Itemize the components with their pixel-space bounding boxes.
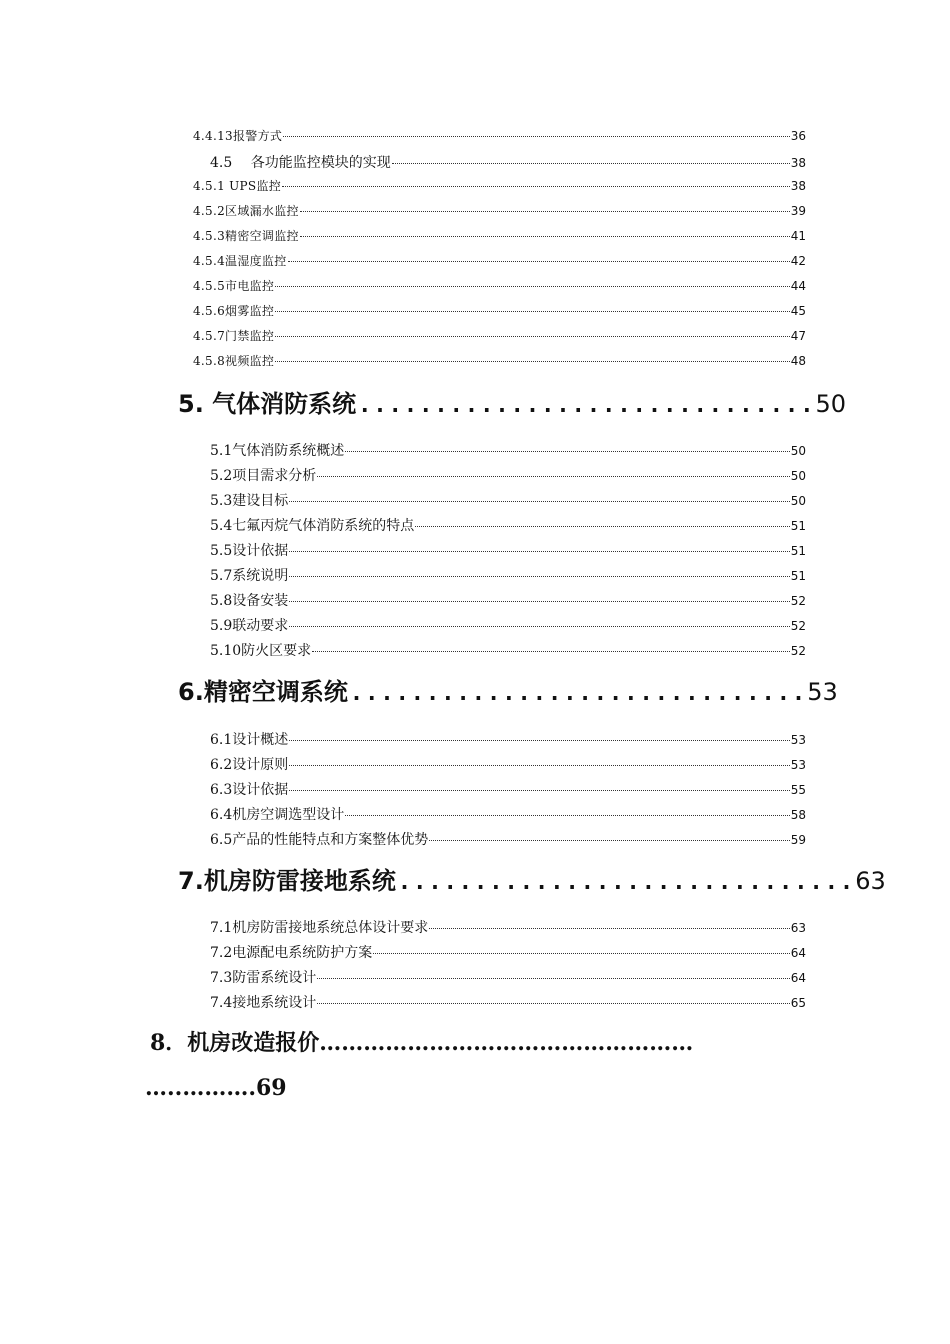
- toc-entry-label: 7.3防雷系统设计: [210, 970, 317, 986]
- toc-entry-4-5-3[interactable]: [193, 227, 806, 249]
- toc-section-7[interactable]: [178, 861, 886, 895]
- toc-entry-label: 4.5.6烟雾监控: [193, 304, 275, 318]
- dot-leader: [283, 136, 790, 137]
- toc-section-label: 6.精密空调系统: [178, 678, 348, 706]
- toc-section-page: 53: [807, 678, 838, 706]
- toc-entry-page: 47: [790, 329, 806, 343]
- toc-entry-page: 42: [790, 254, 806, 268]
- toc-entry-7-1[interactable]: [210, 917, 806, 939]
- toc-entry-label: 5.1气体消防系统概述: [210, 443, 345, 459]
- toc-entry-7-4[interactable]: [210, 992, 806, 1014]
- toc-entry-5-9[interactable]: [210, 615, 806, 637]
- toc-entry-6-4[interactable]: [210, 804, 806, 826]
- dot-leader: [289, 576, 789, 577]
- toc-entry-4-5-8[interactable]: [193, 352, 806, 374]
- toc-entry-label: 4.5.3精密空调监控: [193, 229, 299, 243]
- toc-entry-page: 48: [790, 354, 806, 368]
- dot-leader: [289, 551, 789, 552]
- toc-entry-label: 4.5.1 UPS监控: [193, 179, 282, 193]
- dot-leader: [289, 740, 789, 741]
- dot-leader: [415, 526, 789, 527]
- toc-entry-page: 51: [790, 544, 806, 558]
- toc-entry-label: 6.1设计概述: [210, 732, 289, 748]
- toc-entry-7-2[interactable]: [210, 942, 806, 964]
- toc-entry-page: 58: [790, 808, 806, 822]
- toc-entry-page: 41: [790, 229, 806, 243]
- toc-entry-page: 50: [790, 444, 806, 458]
- toc-entry-label: 4.5.8视频监控: [193, 354, 275, 368]
- dot-leader: [300, 211, 790, 212]
- dot-leader: ..............................: [358, 393, 816, 418]
- toc-entry-page: 65: [790, 996, 806, 1010]
- dot-leader: [289, 601, 789, 602]
- toc-entry-page: 50: [790, 469, 806, 483]
- toc-entry-5-1[interactable]: [210, 440, 806, 462]
- toc-entry-page: 38: [790, 179, 806, 193]
- toc-entry-page: 38: [790, 156, 806, 170]
- toc-entry-4-4-13[interactable]: [193, 127, 806, 149]
- dot-leader: [289, 790, 789, 791]
- toc-entry-label: 4.5.2区域漏水监控: [193, 204, 299, 218]
- dot-leader: [373, 953, 789, 954]
- toc-entry-page: 55: [790, 783, 806, 797]
- toc-entry-label: 4.5.5市电监控: [193, 279, 275, 293]
- toc-entry-5-5[interactable]: [210, 540, 806, 562]
- toc-entry-page: 51: [790, 569, 806, 583]
- dot-leader: [275, 311, 789, 312]
- toc-entry-5-10[interactable]: [210, 640, 806, 662]
- toc-entry-page: 52: [790, 594, 806, 608]
- dot-leader: [288, 261, 790, 262]
- toc-entry-5-7[interactable]: [210, 565, 806, 587]
- toc-entry-page: 36: [790, 129, 806, 143]
- toc-entry-label: 4.5.4温湿度监控: [193, 254, 287, 268]
- toc-entry-label: 5.7系统说明: [210, 568, 289, 584]
- dot-leader: [392, 163, 790, 164]
- toc-entry-6-3[interactable]: [210, 779, 806, 801]
- toc-entry-label: 5.5设计依据: [210, 543, 289, 559]
- toc-entry-6-2[interactable]: [210, 754, 806, 776]
- toc-section-6[interactable]: [178, 672, 838, 706]
- toc-entry-page: 39: [790, 204, 806, 218]
- toc-entry-label: 5.3建设目标: [210, 493, 289, 509]
- toc-entry-page: 53: [790, 733, 806, 747]
- dot-leader: ..............................: [349, 681, 808, 706]
- dot-leader: ..............................: [397, 870, 856, 895]
- toc-entry-page: 64: [790, 946, 806, 960]
- dot-leader: [429, 840, 789, 841]
- toc-entry-label: 7.2电源配电系统防护方案: [210, 945, 373, 961]
- toc-entry-5-2[interactable]: [210, 465, 806, 487]
- toc-entry-page: 53: [790, 758, 806, 772]
- dot-leader: [317, 476, 789, 477]
- toc-entry-label: 5.9联动要求: [210, 618, 289, 634]
- toc-entry-label: 5.10防火区要求: [210, 643, 312, 659]
- toc-entry-6-5[interactable]: [210, 829, 806, 851]
- toc-entry-label: 5.4七氟丙烷气体消防系统的特点: [210, 518, 415, 534]
- dot-leader: [275, 361, 789, 362]
- toc-entry-page: 52: [790, 619, 806, 633]
- toc-entry-6-1[interactable]: [210, 729, 806, 751]
- toc-entry-4-5-2[interactable]: [193, 202, 806, 224]
- toc-entry-label: 5.8设备安装: [210, 593, 289, 609]
- toc-entry-7-3[interactable]: [210, 967, 806, 989]
- dot-leader: [289, 626, 789, 627]
- dot-leader: [345, 451, 789, 452]
- dot-leader: [275, 336, 789, 337]
- toc-entry-page: 64: [790, 971, 806, 985]
- toc-entry-5-8[interactable]: [210, 590, 806, 612]
- toc-section-page: 63: [855, 867, 886, 895]
- toc-entry-4-5-5[interactable]: [193, 277, 806, 299]
- toc-entry-label: 6.3设计依据: [210, 782, 289, 798]
- toc-entry-label: 4.4.13报警方式: [193, 129, 283, 143]
- dot-leader: [275, 286, 789, 287]
- toc-entry-4-5-7[interactable]: [193, 327, 806, 349]
- toc-entry-page: 59: [790, 833, 806, 847]
- toc-entry-label: 5.2项目需求分析: [210, 468, 317, 484]
- dot-leader: [289, 501, 789, 502]
- toc-section-label: 7.机房防雷接地系统: [178, 867, 396, 895]
- dot-leader: [300, 236, 790, 237]
- dot-leader: [429, 928, 789, 929]
- toc-entry-label: 7.4接地系统设计: [210, 995, 317, 1011]
- toc-entry-label: 6.4机房空调选型设计: [210, 807, 345, 823]
- toc-entry-5-3[interactable]: [210, 490, 806, 512]
- toc-entry-4-5-4[interactable]: [193, 252, 806, 274]
- toc-section-label: 5. 气体消防系统: [178, 390, 357, 418]
- toc-entry-4-5-1[interactable]: [193, 177, 806, 199]
- toc-entry-4-5-6[interactable]: [193, 302, 806, 324]
- toc-entry-page: 52: [790, 644, 806, 658]
- toc-entry-5-4[interactable]: [210, 515, 806, 537]
- dot-leader: [317, 978, 789, 979]
- toc-entry-page: 63: [790, 921, 806, 935]
- toc-entry-page: 50: [790, 494, 806, 508]
- dot-leader: [317, 1003, 789, 1004]
- toc-section-page: 50: [815, 390, 847, 418]
- toc-entry-4-5[interactable]: [210, 152, 806, 174]
- toc-entry-label: 6.5产品的性能特点和方案整体优势: [210, 832, 429, 848]
- toc-entry-page: 44: [790, 279, 806, 293]
- toc-entry-label: 6.2设计原则: [210, 757, 289, 773]
- dot-leader: [282, 186, 790, 187]
- dot-leader: [345, 815, 789, 816]
- toc-entry-label: 4.5 各功能监控模块的实现: [210, 155, 391, 171]
- dot-leader: [289, 765, 789, 766]
- toc-section-5[interactable]: [178, 384, 847, 418]
- toc-section-8-line1[interactable]: 8．机房改造报价……………………………………………: [150, 1030, 694, 1056]
- toc-entry-label: 4.5.7门禁监控: [193, 329, 275, 343]
- dot-leader: [312, 651, 790, 652]
- toc-entry-label: 7.1机房防雷接地系统总体设计要求: [210, 920, 429, 936]
- toc-section-8-line2[interactable]: …..……….69: [145, 1075, 287, 1101]
- toc-entry-page: 51: [790, 519, 806, 533]
- toc-entry-page: 45: [790, 304, 806, 318]
